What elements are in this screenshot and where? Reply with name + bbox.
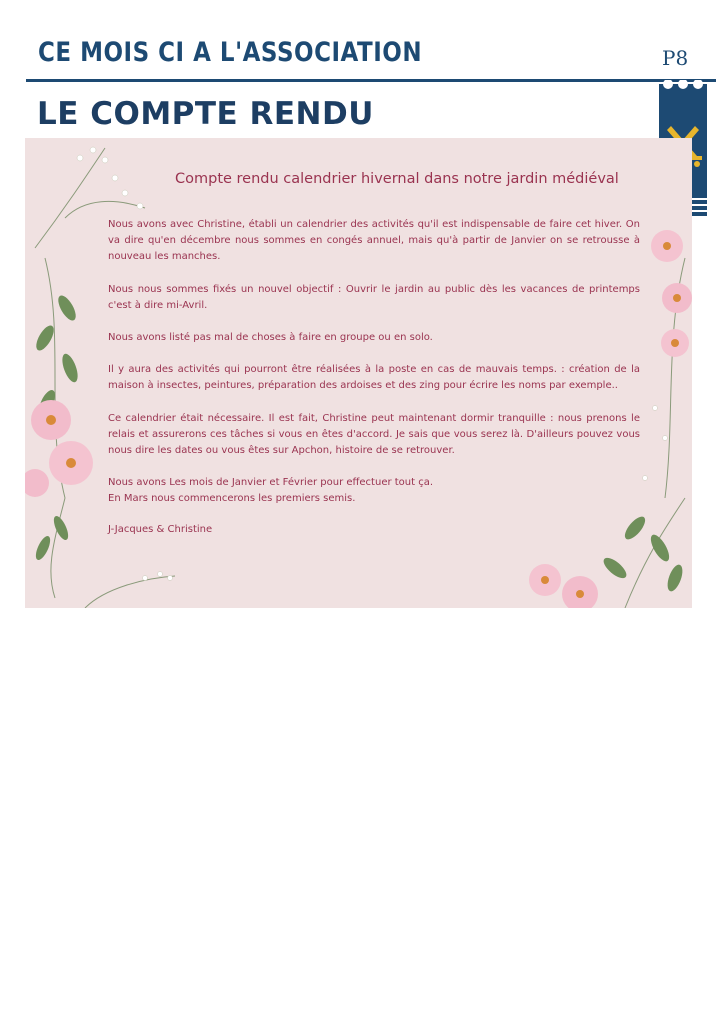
signature: J-Jacques & Christine bbox=[108, 523, 213, 535]
paragraph: Nous avons listé pas mal de choses à faire en groupe ou en solo. bbox=[108, 332, 433, 344]
closing-line: En Mars nous commencerons les premiers semis. bbox=[108, 493, 356, 505]
paragraph: Il y aura des activités qui pourront être réalisées à la poste en cas de mauvais temps. : création de la maison à insectes, peintures, préparation des ardoises et des zing pour écrire les noms par exemple.. bbox=[108, 364, 640, 392]
closing-line: Nous avons Les mois de Janvier et Février pour effectuer tout ça. bbox=[108, 477, 434, 489]
page-number: P8 bbox=[662, 46, 689, 70]
section-title: LE COMPTE RENDU bbox=[37, 96, 374, 132]
header-divider bbox=[26, 79, 716, 82]
paragraph: Nous nous sommes fixés un nouvel objectif : Ouvrir le jardin au public dès les vacances de printemps c'est à dire mi-Avril. bbox=[108, 283, 640, 311]
paragraph: Nous avons avec Christine, établi un calendrier des activités qu'il est indispensable de faire cet hiver. On va dire qu'en décembre nous sommes en congés annuel, mais qu'à partir de Janvier on se retrousse à nouveau les manches. bbox=[108, 219, 640, 263]
article-subtitle: Compte rendu calendrier hivernal dans notre jardin médiéval bbox=[175, 171, 619, 187]
paragraph: Ce calendrier était nécessaire. Il est fait, Christine peut maintenant dormir tranquille : nous prenons le relais et assurerons ces tâches si vous en êtes d'accord. Je sais que vous serez là. D'ailleurs pouvez vous nous dire les dates ou vous êtes sur Apchon, histoire de se retrouver. bbox=[108, 412, 640, 457]
article-body bbox=[108, 171, 640, 535]
header-title: CE MOIS CI A L'ASSOCIATION bbox=[38, 38, 423, 68]
